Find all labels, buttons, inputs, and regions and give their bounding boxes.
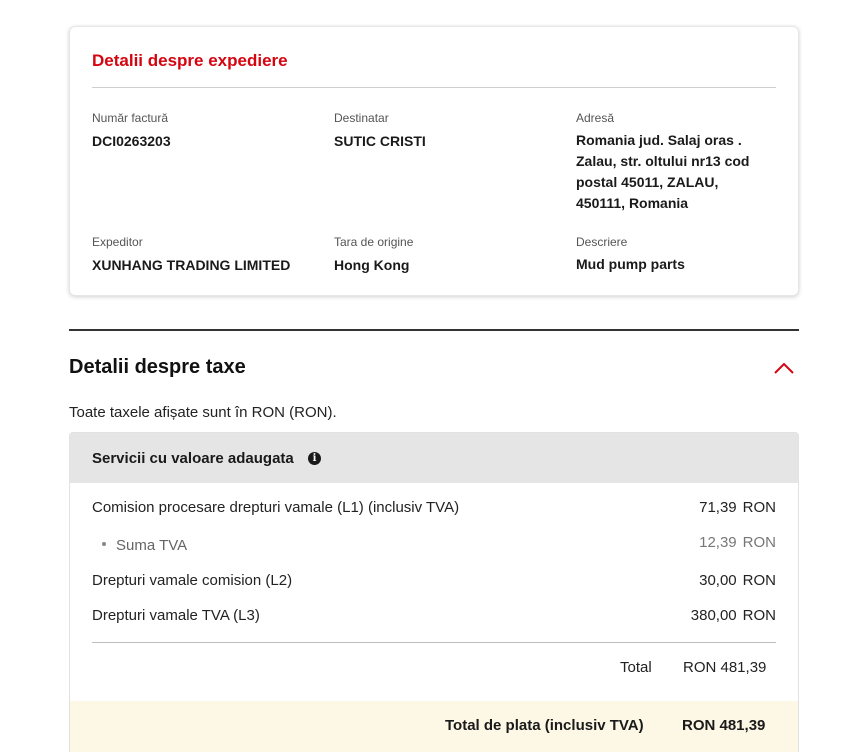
total-label: Total: [620, 659, 652, 676]
fee-name: Drepturi vamale comision (L2): [92, 572, 293, 589]
field-value: Romania jud. Salaj oras . Zalau, str. oltului nr13 cod postal 45011, ZALAU, 450111, Romania: [576, 132, 750, 211]
fee-amount: [691, 607, 776, 624]
field-value: Hong Kong: [334, 257, 410, 273]
fee-name-text: Suma TVA: [116, 537, 188, 554]
info-icon[interactable]: i: [308, 452, 321, 465]
amount-currency: RON: [742, 572, 776, 589]
fee-name: [102, 537, 187, 554]
field-value: XUNHANG TRADING LIMITED: [92, 257, 291, 273]
amount-value: 71,39: [699, 499, 737, 516]
field-label: Expeditor: [92, 235, 143, 249]
fee-row: [92, 572, 776, 594]
field-label: Adresă: [576, 111, 615, 125]
fee-amount: [699, 534, 776, 551]
currency-note: Toate taxele afișate sunt în RON (RON).: [69, 404, 337, 421]
field-country-of-origin: [334, 235, 534, 276]
grand-total-label: Total de plata (inclusiv TVA): [445, 717, 644, 734]
field-label: Destinatar: [334, 111, 389, 125]
fee-name: Comision procesare drepturi vamale (L1) (inclusiv TVA): [92, 499, 460, 516]
shipment-details-title: Detalii despre expediere: [92, 51, 288, 70]
services-header-label: Servicii cu valoare adaugata: [92, 450, 294, 467]
bullet: [102, 542, 106, 546]
services-header: [70, 433, 798, 483]
grand-total-bar: [70, 701, 798, 752]
field-description: [576, 235, 776, 275]
collapse-tax-details-button[interactable]: [770, 356, 798, 380]
field-address: [576, 111, 766, 214]
field-value: DCI0263203: [92, 133, 171, 149]
field-value: SUTIC CRISTI: [334, 133, 426, 149]
amount-value: 30,00: [699, 572, 737, 589]
field-invoice-number: [92, 111, 292, 152]
field-label: Număr factură: [92, 111, 169, 125]
amount-currency: RON: [742, 607, 776, 624]
field-value: Mud pump parts: [576, 256, 685, 272]
field-label: Descriere: [576, 235, 628, 249]
fee-amount: [699, 572, 776, 589]
field-sender: [92, 235, 322, 276]
fee-amount: [699, 499, 776, 516]
chevron-up-icon: [774, 362, 794, 374]
total-value: RON 481,39: [683, 659, 767, 676]
grand-total-value: RON 481,39: [682, 717, 766, 734]
field-label: Tara de origine: [334, 235, 414, 249]
shipment-details-card: [69, 26, 799, 296]
vat-subrow: [92, 534, 776, 559]
amount-value: 12,39: [699, 534, 737, 551]
amount-currency: RON: [742, 534, 776, 551]
section-divider: [69, 329, 799, 331]
fee-row: [92, 607, 776, 629]
fee-row: [92, 499, 776, 521]
tax-details-title: Detalii despre taxe: [69, 356, 246, 378]
fee-name: Drepturi vamale TVA (L3): [92, 607, 260, 624]
tax-breakdown: [69, 432, 799, 752]
amount-currency: RON: [742, 499, 776, 516]
field-recipient: [334, 111, 534, 152]
divider: [92, 642, 776, 643]
divider: [92, 87, 776, 88]
amount-value: 380,00: [690, 607, 737, 624]
